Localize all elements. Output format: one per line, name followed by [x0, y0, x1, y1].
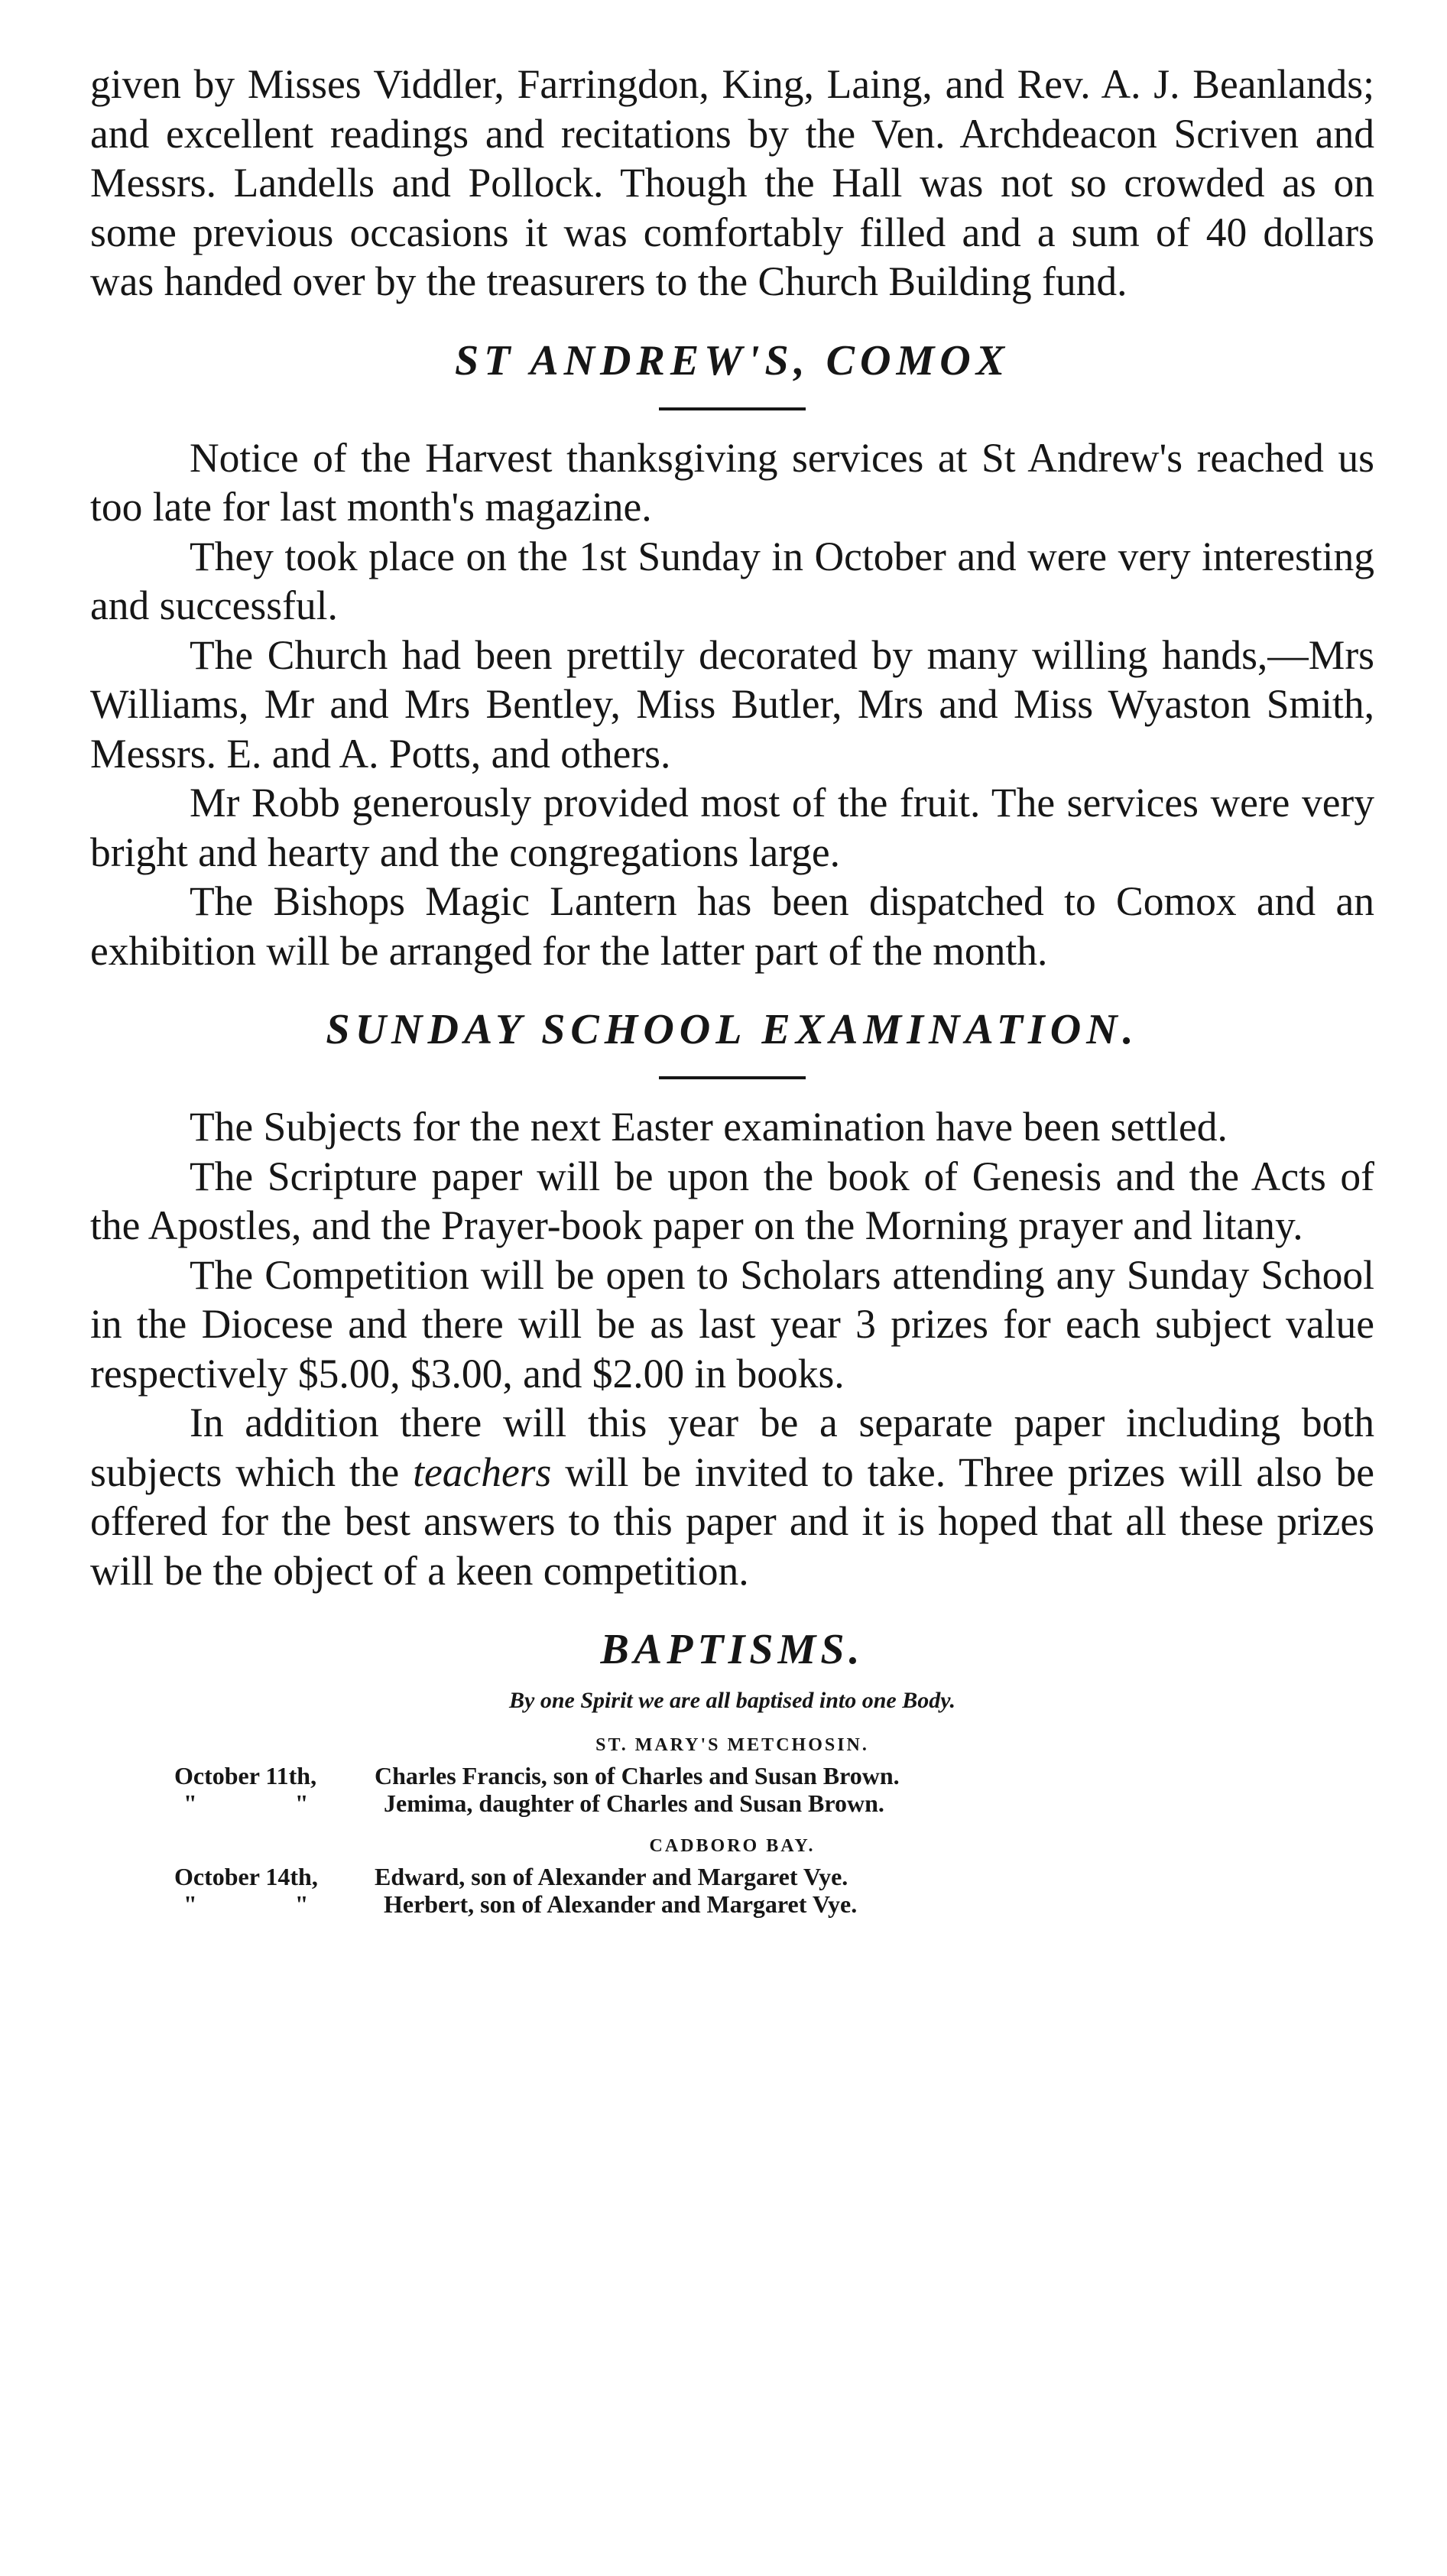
paragraph-text: In addition there will this year be a separate paper including both subjects which the: [90, 1400, 1374, 1495]
sunday-school-paragraph: The Subjects for the next Easter examination have been settled.: [190, 1104, 1228, 1150]
baptism-name: Charles Francis, son of Charles and Susan Brown.: [375, 1762, 900, 1789]
sunday-school-paragraph: The Competition will be open to Scholars attending any Sunday School in the Diocese and there will be as last year 3 prizes for each subject value respectively $5.00, $3.00, and $2.00 in books.: [90, 1251, 1374, 1397]
st-andrews-paragraph: The Church had been prettily decorated by many willing hands,—Mrs Williams, Mr and Mrs Bentley, Miss Butler, Mrs and Miss Wyaston Smith, Messrs. E. and A. Potts, and others.: [90, 631, 1374, 777]
sunday-school-paragraph: The Scripture paper will be upon the book of Genesis and the Acts of the Apostles, and the Prayer-book paper on the Morning prayer and litany.: [90, 1153, 1374, 1248]
spacer: [90, 975, 1374, 1003]
st-andrews-paragraph: Notice of the Harvest thanksgiving services at St Andrew's reached us too late for last month's magazine.: [90, 434, 1374, 530]
baptism-date: October 14th,: [174, 1863, 318, 1890]
magazine-page: [90, 60, 1374, 1918]
baptism-group: [90, 1733, 1374, 1817]
spacer: [90, 1595, 1374, 1623]
baptisms-heading: BAPTISMS.: [600, 1626, 865, 1673]
baptisms-section: [90, 1623, 1374, 1918]
baptism-entry: [90, 1890, 1374, 1918]
sunday-school-paragraph: [90, 1398, 1374, 1595]
baptism-entry: [90, 1789, 1374, 1817]
parish-name: ST. MARY'S METCHOSIN.: [595, 1735, 869, 1755]
baptism-group: [90, 1834, 1374, 1918]
paragraph-text: will be invited to take. Three prizes will also be offered for the best answers to this paper and it is hoped that all these prizes will be the object of a keen competition.: [90, 1449, 1374, 1594]
heading-rule: [659, 1076, 806, 1079]
baptism-entry: [90, 1762, 1374, 1789]
ditto-marks: " ": [183, 1890, 355, 1918]
intro-paragraph: given by Misses Viddler, Farringdon, King, Laing, and Rev. A. J. Beanlands; and excellent readings and recitations by the Ven. Archdeacon Scriven and Messrs. Landells and Pollock. Though the Hall was not so crowded as on some previous occasions it was comfortably filled and a sum of 40 dollars was handed over by the treasurers to the Church Building fund.: [90, 61, 1374, 304]
baptism-date: October 11th,: [174, 1762, 317, 1789]
sunday-school-heading: SUNDAY SCHOOL EXAMINATION.: [326, 1006, 1139, 1053]
baptism-name: Jemima, daughter of Charles and Susan Brown.: [384, 1789, 884, 1817]
spacer: [90, 307, 1374, 334]
emphasized-word: teachers: [413, 1449, 552, 1495]
st-andrews-paragraph: Mr Robb generously provided most of the fruit. The services were very bright and hearty and the congregations large.: [90, 780, 1374, 875]
st-andrews-heading: ST ANDREW'S, COMOX: [454, 336, 1011, 384]
st-andrews-paragraph: They took place on the 1st Sunday in October and were very interesting and successful.: [90, 533, 1374, 628]
baptism-entry: [90, 1863, 1374, 1890]
st-andrews-paragraph: The Bishops Magic Lantern has been dispatched to Comox and an exhibition will be arranged for the latter part of the month.: [90, 878, 1374, 974]
heading-rule: [659, 407, 806, 410]
ditto-marks: " ": [183, 1789, 355, 1817]
parish-name: CADBORO BAY.: [649, 1836, 816, 1856]
baptism-name: Herbert, son of Alexander and Margaret Vye.: [384, 1890, 858, 1918]
baptism-name: Edward, son of Alexander and Margaret Vye.: [375, 1863, 848, 1890]
baptisms-motto: By one Spirit we are all baptised into one Body.: [509, 1688, 955, 1713]
